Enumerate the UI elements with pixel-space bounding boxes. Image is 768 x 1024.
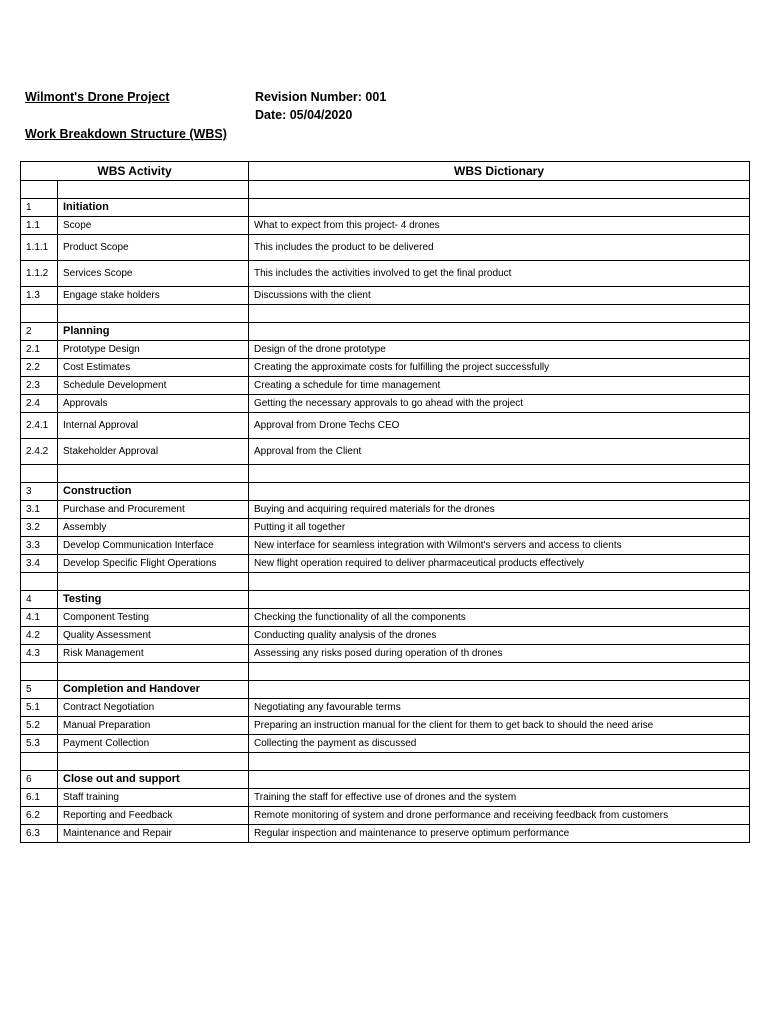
wbs-activity-cell: Approvals: [58, 395, 249, 413]
wbs-dictionary-cell: Remote monitoring of system and drone performance and receiving feedback from customers: [249, 807, 750, 825]
wbs-number-cell: [21, 305, 58, 323]
wbs-activity-cell: Maintenance and Repair: [58, 825, 249, 843]
wbs-activity-cell: [58, 181, 249, 199]
project-title: Wilmont's Drone Project: [25, 90, 170, 104]
wbs-activity-cell: Scope: [58, 217, 249, 235]
wbs-number-cell: 1.1.2: [21, 261, 58, 287]
wbs-number-cell: 6: [21, 771, 58, 789]
wbs-number-cell: 4.2: [21, 627, 58, 645]
wbs-activity-cell: Assembly: [58, 519, 249, 537]
wbs-activity-cell: Stakeholder Approval: [58, 439, 249, 465]
wbs-activity-cell: Initiation: [58, 199, 249, 217]
wbs-dictionary-cell: [249, 199, 750, 217]
wbs-number-cell: 5.2: [21, 717, 58, 735]
wbs-activity-cell: Internal Approval: [58, 413, 249, 439]
wbs-activity-cell: Purchase and Procurement: [58, 501, 249, 519]
wbs-dictionary-cell: [249, 771, 750, 789]
wbs-activity-cell: Schedule Development: [58, 377, 249, 395]
wbs-dictionary-cell: [249, 573, 750, 591]
table-row: [21, 555, 750, 573]
phase-row: [21, 771, 750, 789]
table-row: [21, 439, 750, 465]
table-row: [21, 699, 750, 717]
wbs-dictionary-cell: Design of the drone prototype: [249, 341, 750, 359]
table-row: [21, 261, 750, 287]
wbs-number-cell: 3.4: [21, 555, 58, 573]
wbs-activity-cell: Manual Preparation: [58, 717, 249, 735]
wbs-table-body: [21, 181, 750, 843]
phase-row: [21, 199, 750, 217]
wbs-dictionary-cell: [249, 681, 750, 699]
wbs-activity-cell: Risk Management: [58, 645, 249, 663]
wbs-dictionary-cell: [249, 663, 750, 681]
wbs-activity-cell: [58, 305, 249, 323]
wbs-number-cell: 2.4.1: [21, 413, 58, 439]
wbs-activity-cell: Cost Estimates: [58, 359, 249, 377]
table-row: [21, 663, 750, 681]
table-row: [21, 501, 750, 519]
wbs-dictionary-cell: Preparing an instruction manual for the client for them to get back to should the need arise: [249, 717, 750, 735]
table-row: [21, 573, 750, 591]
wbs-number-cell: 2.2: [21, 359, 58, 377]
wbs-dictionary-cell: Negotiating any favourable terms: [249, 699, 750, 717]
wbs-number-cell: 2.1: [21, 341, 58, 359]
table-row: [21, 359, 750, 377]
table-row: [21, 217, 750, 235]
wbs-dictionary-cell: [249, 465, 750, 483]
wbs-dictionary-cell: [249, 591, 750, 609]
wbs-number-cell: 1.1.1: [21, 235, 58, 261]
wbs-number-cell: 4: [21, 591, 58, 609]
wbs-number-cell: [21, 753, 58, 771]
table-row: [21, 717, 750, 735]
col-header-dictionary: WBS Dictionary: [249, 162, 750, 181]
wbs-number-cell: 6.2: [21, 807, 58, 825]
phase-row: [21, 483, 750, 501]
wbs-dictionary-cell: Regular inspection and maintenance to preserve optimum performance: [249, 825, 750, 843]
wbs-dictionary-cell: This includes the activities involved to get the final product: [249, 261, 750, 287]
table-row: [21, 395, 750, 413]
wbs-activity-cell: [58, 753, 249, 771]
table-row: [21, 735, 750, 753]
table-row: [21, 645, 750, 663]
wbs-activity-cell: Develop Specific Flight Operations: [58, 555, 249, 573]
wbs-dictionary-cell: [249, 323, 750, 341]
wbs-number-cell: 2.3: [21, 377, 58, 395]
wbs-activity-cell: Staff training: [58, 789, 249, 807]
wbs-activity-cell: Prototype Design: [58, 341, 249, 359]
table-row: [21, 753, 750, 771]
wbs-number-cell: 5: [21, 681, 58, 699]
wbs-dictionary-cell: Discussions with the client: [249, 287, 750, 305]
wbs-dictionary-cell: [249, 305, 750, 323]
wbs-number-cell: 6.1: [21, 789, 58, 807]
table-row: [21, 825, 750, 843]
table-row: [21, 413, 750, 439]
wbs-dictionary-cell: Collecting the payment as discussed: [249, 735, 750, 753]
table-row: [21, 305, 750, 323]
wbs-dictionary-cell: Putting it all together: [249, 519, 750, 537]
wbs-dictionary-cell: Conducting quality analysis of the drones: [249, 627, 750, 645]
wbs-number-cell: [21, 663, 58, 681]
table-row: [21, 519, 750, 537]
wbs-dictionary-cell: Approval from Drone Techs CEO: [249, 413, 750, 439]
wbs-activity-cell: Develop Communication Interface: [58, 537, 249, 555]
wbs-activity-cell: Contract Negotiation: [58, 699, 249, 717]
wbs-activity-cell: Component Testing: [58, 609, 249, 627]
wbs-number-cell: 4.1: [21, 609, 58, 627]
wbs-activity-cell: Testing: [58, 591, 249, 609]
phase-row: [21, 591, 750, 609]
phase-row: [21, 323, 750, 341]
wbs-activity-cell: Close out and support: [58, 771, 249, 789]
wbs-number-cell: 2.4.2: [21, 439, 58, 465]
wbs-number-cell: 2: [21, 323, 58, 341]
wbs-number-cell: 4.3: [21, 645, 58, 663]
wbs-dictionary-cell: New flight operation required to deliver pharmaceutical products effectively: [249, 555, 750, 573]
wbs-number-cell: 3.1: [21, 501, 58, 519]
wbs-dictionary-cell: Buying and acquiring required materials for the drones: [249, 501, 750, 519]
wbs-number-cell: [21, 181, 58, 199]
table-row: [21, 627, 750, 645]
table-header-row: [21, 162, 750, 181]
wbs-number-cell: [21, 465, 58, 483]
wbs-number-cell: 1: [21, 199, 58, 217]
table-row: [21, 807, 750, 825]
phase-row: [21, 681, 750, 699]
wbs-dictionary-cell: Creating the approximate costs for fulfilling the project successfully: [249, 359, 750, 377]
wbs-activity-cell: Payment Collection: [58, 735, 249, 753]
wbs-dictionary-cell: Training the staff for effective use of drones and the system: [249, 789, 750, 807]
wbs-number-cell: 3: [21, 483, 58, 501]
wbs-activity-cell: Engage stake holders: [58, 287, 249, 305]
table-row: [21, 537, 750, 555]
table-row: [21, 609, 750, 627]
wbs-number-cell: 5.1: [21, 699, 58, 717]
wbs-activity-cell: Completion and Handover: [58, 681, 249, 699]
table-row: [21, 287, 750, 305]
table-row: [21, 181, 750, 199]
wbs-number-cell: 5.3: [21, 735, 58, 753]
wbs-dictionary-cell: Approval from the Client: [249, 439, 750, 465]
wbs-dictionary-cell: [249, 181, 750, 199]
table-row: [21, 465, 750, 483]
table-row: [21, 341, 750, 359]
wbs-dictionary-cell: Getting the necessary approvals to go ahead with the project: [249, 395, 750, 413]
document-date: Date: 05/04/2020: [255, 108, 353, 122]
wbs-table: [20, 161, 750, 843]
table-row: [21, 377, 750, 395]
wbs-dictionary-cell: Checking the functionality of all the components: [249, 609, 750, 627]
wbs-dictionary-cell: This includes the product to be delivered: [249, 235, 750, 261]
wbs-number-cell: 1.3: [21, 287, 58, 305]
wbs-dictionary-cell: Creating a schedule for time management: [249, 377, 750, 395]
wbs-dictionary-cell: What to expect from this project- 4 drones: [249, 217, 750, 235]
table-row: [21, 235, 750, 261]
wbs-activity-cell: Construction: [58, 483, 249, 501]
wbs-number-cell: 3.2: [21, 519, 58, 537]
wbs-dictionary-cell: New interface for seamless integration with Wilmont's servers and access to clients: [249, 537, 750, 555]
wbs-title: Work Breakdown Structure (WBS): [25, 127, 227, 141]
wbs-dictionary-cell: [249, 753, 750, 771]
wbs-number-cell: 1.1: [21, 217, 58, 235]
wbs-activity-cell: [58, 663, 249, 681]
wbs-activity-cell: Services Scope: [58, 261, 249, 287]
wbs-dictionary-cell: Assessing any risks posed during operation of th drones: [249, 645, 750, 663]
wbs-activity-cell: [58, 465, 249, 483]
wbs-number-cell: [21, 573, 58, 591]
wbs-dictionary-cell: [249, 483, 750, 501]
wbs-activity-cell: Quality Assessment: [58, 627, 249, 645]
revision-number: Revision Number: 001: [255, 90, 387, 104]
table-row: [21, 789, 750, 807]
wbs-activity-cell: Reporting and Feedback: [58, 807, 249, 825]
wbs-activity-cell: [58, 573, 249, 591]
wbs-number-cell: 6.3: [21, 825, 58, 843]
col-header-activity: WBS Activity: [21, 162, 249, 181]
wbs-number-cell: 3.3: [21, 537, 58, 555]
wbs-activity-cell: Product Scope: [58, 235, 249, 261]
wbs-activity-cell: Planning: [58, 323, 249, 341]
wbs-number-cell: 2.4: [21, 395, 58, 413]
